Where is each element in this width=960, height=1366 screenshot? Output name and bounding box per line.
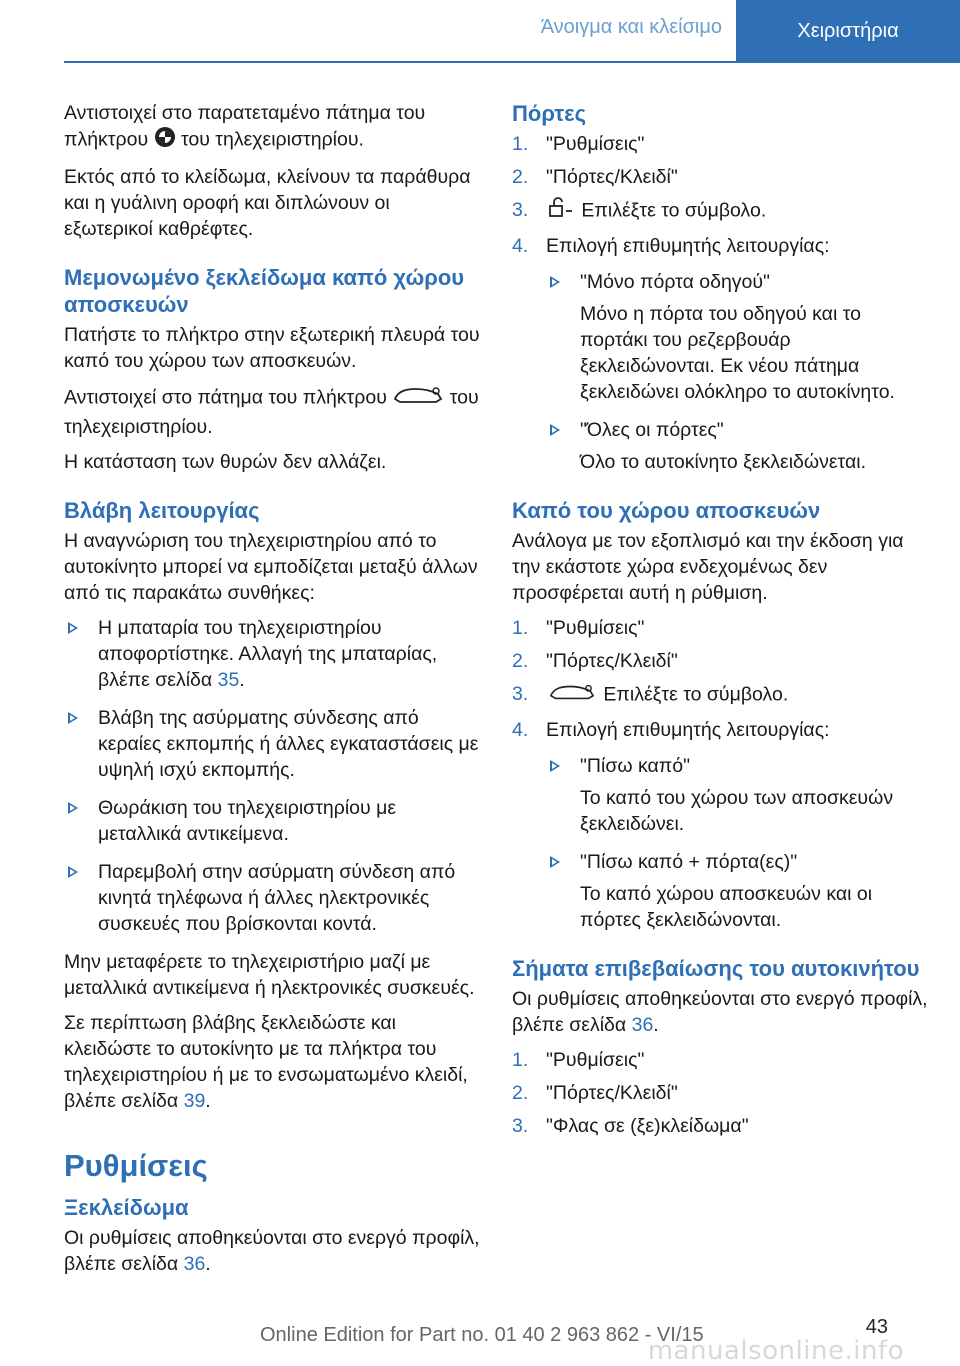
list-item: Θωράκιση του τηλεχειριστηρίου με μεταλλικά αντικείμενα. [64, 795, 482, 847]
paragraph: Οι ρυθμίσεις αποθηκεύονται στο ενεργό προφίλ, βλέπε σελίδα 36. [512, 988, 928, 1036]
list-item: "Μόνο πόρτα οδηγού" Μόνο η πόρτα του οδηγού και το πορτάκι του ρεζερβουάρ ξεκλειδώνονται. Εκ νέου πάτημα ξεκλειδώνει ολόκληρο το αυτοκίνητο. [546, 269, 930, 405]
section-heading: Μεμονωμένο ξεκλείδωμα καπό χώρου αποσκευών [64, 265, 465, 317]
right-column [512, 100, 930, 1149]
section-heading: Καπό του χώρου αποσκευών [512, 498, 821, 523]
bullet-triangle-icon [68, 802, 78, 814]
step: 1. "Ρυθμίσεις" [512, 617, 645, 639]
step: 3. Επιλέξτε το σύμβολο. [512, 197, 930, 226]
paragraph: Η αναγνώριση του τηλεχειριστηρίου από το αυτοκίνητο μπορεί να εμποδίζεται μεταξύ άλλων από τις παρακάτω συνθήκες: [64, 530, 478, 604]
step: 2. "Πόρτες/Κλειδί" [512, 166, 678, 188]
chapter-heading: Ρυθμίσεις [64, 1148, 208, 1183]
step: 4. Επιλογή επιθυμητής λειτουργίας: [512, 719, 830, 741]
left-column [64, 100, 482, 1286]
list-item: "Πίσω καπό + πόρτα(ες)" Το καπό χώρου αποσκευών και οι πόρτες ξεκλειδώνονται. [546, 849, 930, 933]
bullet-triangle-icon [68, 622, 78, 634]
section-heading: Ξεκλείδωμα [64, 1195, 189, 1220]
paragraph: Η κατάσταση των θυρών δεν αλλάζει. [64, 451, 387, 473]
section-heading: Σήματα επιβεβαίωσης του αυτοκινήτου [512, 956, 920, 981]
paragraph: Αντιστοιχεί στο πάτημα του πλήκτρου του τηλεχειριστηρίου. [64, 383, 482, 440]
paragraph: Ανάλογα με τον εξοπλισμό και την έκδοση για την εκάστοτε χώρα ενδεχομένως δεν προσφέρεται αυτή η ρύθμιση. [512, 530, 904, 604]
page-link[interactable]: 36 [631, 1014, 654, 1036]
step: 4. Επιλογή επιθυμητής λειτουργίας: [512, 235, 830, 257]
doors-options [546, 269, 930, 475]
list-item: Παρεμβολή στην ασύρματη σύνδεση από κινητά τηλέφωνα ή άλλες ηλεκτρονικές συσκευές που βρίσκονται κοντά. [64, 859, 482, 937]
edition-info: Online Edition for Part no. 01 40 2 963 862 - VI/15 [260, 1324, 704, 1346]
step: 1. "Ρυθμίσεις" [512, 1049, 645, 1071]
bullet-triangle-icon [550, 276, 560, 288]
section-heading: Πόρτες [512, 101, 587, 126]
bullet-triangle-icon [550, 760, 560, 772]
door-lock-icon [546, 197, 576, 226]
car-trunk-icon [546, 681, 598, 710]
trunk-steps [512, 615, 930, 743]
bullet-triangle-icon [68, 866, 78, 878]
paragraph: Σε περίπτωση βλάβης ξεκλειδώστε και κλειδώστε το αυτοκίνητο με τα πλήκτρα του τηλεχειριστηρίου ή με το ενσωματωμένο κλειδί, βλέπε σελίδα 39. [64, 1012, 468, 1112]
car-trunk-icon [392, 383, 444, 414]
section-title: Άνοιγμα και κλείσιμο [540, 16, 722, 38]
bullet-triangle-icon [550, 856, 560, 868]
paragraph: Μην μεταφέρετε το τηλεχειριστήριο μαζί με μεταλλικά αντικείμενα ή ηλεκτρονικές συσκευές. [64, 951, 475, 999]
paragraph: Οι ρυθμίσεις αποθηκεύονται στο ενεργό προφίλ, βλέπε σελίδα 36. [64, 1227, 480, 1275]
doors-steps [512, 131, 930, 259]
step: 3. Επιλέξτε το σύμβολο. [512, 681, 930, 710]
list-item: "Πίσω καπό" Το καπό του χώρου των αποσκευών ξεκλειδώνει. [546, 753, 930, 837]
step: 2. "Πόρτες/Κλειδί" [512, 650, 678, 672]
confirm-steps [512, 1047, 930, 1139]
page-link[interactable]: 39 [183, 1090, 206, 1112]
bmw-logo-icon [154, 126, 176, 155]
paragraph: Πατήστε το πλήκτρο στην εξωτερική πλευρά του καπό του χώρου των αποσκευών. [64, 324, 480, 372]
watermark: manualsonline.info [647, 1336, 904, 1366]
fault-list [64, 615, 482, 937]
header-rule [64, 61, 960, 63]
bullet-triangle-icon [68, 712, 78, 724]
step: 1. "Ρυθμίσεις" [512, 133, 645, 155]
section-heading: Βλάβη λειτουργίας [64, 498, 260, 523]
page-header [0, 0, 960, 62]
trunk-options [546, 753, 930, 933]
step: 3. "Φλας σε (ξε)κλείδωμα" [512, 1115, 749, 1137]
chapter-tab: Χειριστήρια [736, 0, 960, 62]
list-item: "Όλες οι πόρτες" Όλο το αυτοκίνητο ξεκλειδώνεται. [546, 417, 930, 475]
list-item: Βλάβη της ασύρματης σύνδεσης από κεραίες εκπομπής ή άλλες εγκαταστάσεις με υψηλή ισχύ εκπομπής. [64, 705, 482, 783]
paragraph: Εκτός από το κλείδωμα, κλείνουν τα παράθυρα και η γυάλινη οροφή και διπλώνουν οι εξωτερικοί καθρέφτες. [64, 166, 471, 240]
page-link[interactable]: 35 [217, 669, 240, 691]
page-number: 43 [865, 1316, 888, 1338]
page-link[interactable]: 36 [183, 1253, 206, 1275]
paragraph: Αντιστοιχεί στο παρατεταμένο πάτημα του πλήκτρου του τηλεχειριστηρίου. [64, 100, 482, 155]
step: 2. "Πόρτες/Κλειδί" [512, 1082, 678, 1104]
list-item: Η μπαταρία του τηλεχειριστηρίου αποφορτίστηκε. Αλλαγή της μπαταρίας, βλέπε σελίδα 35. [64, 615, 482, 693]
bullet-triangle-icon [550, 424, 560, 436]
